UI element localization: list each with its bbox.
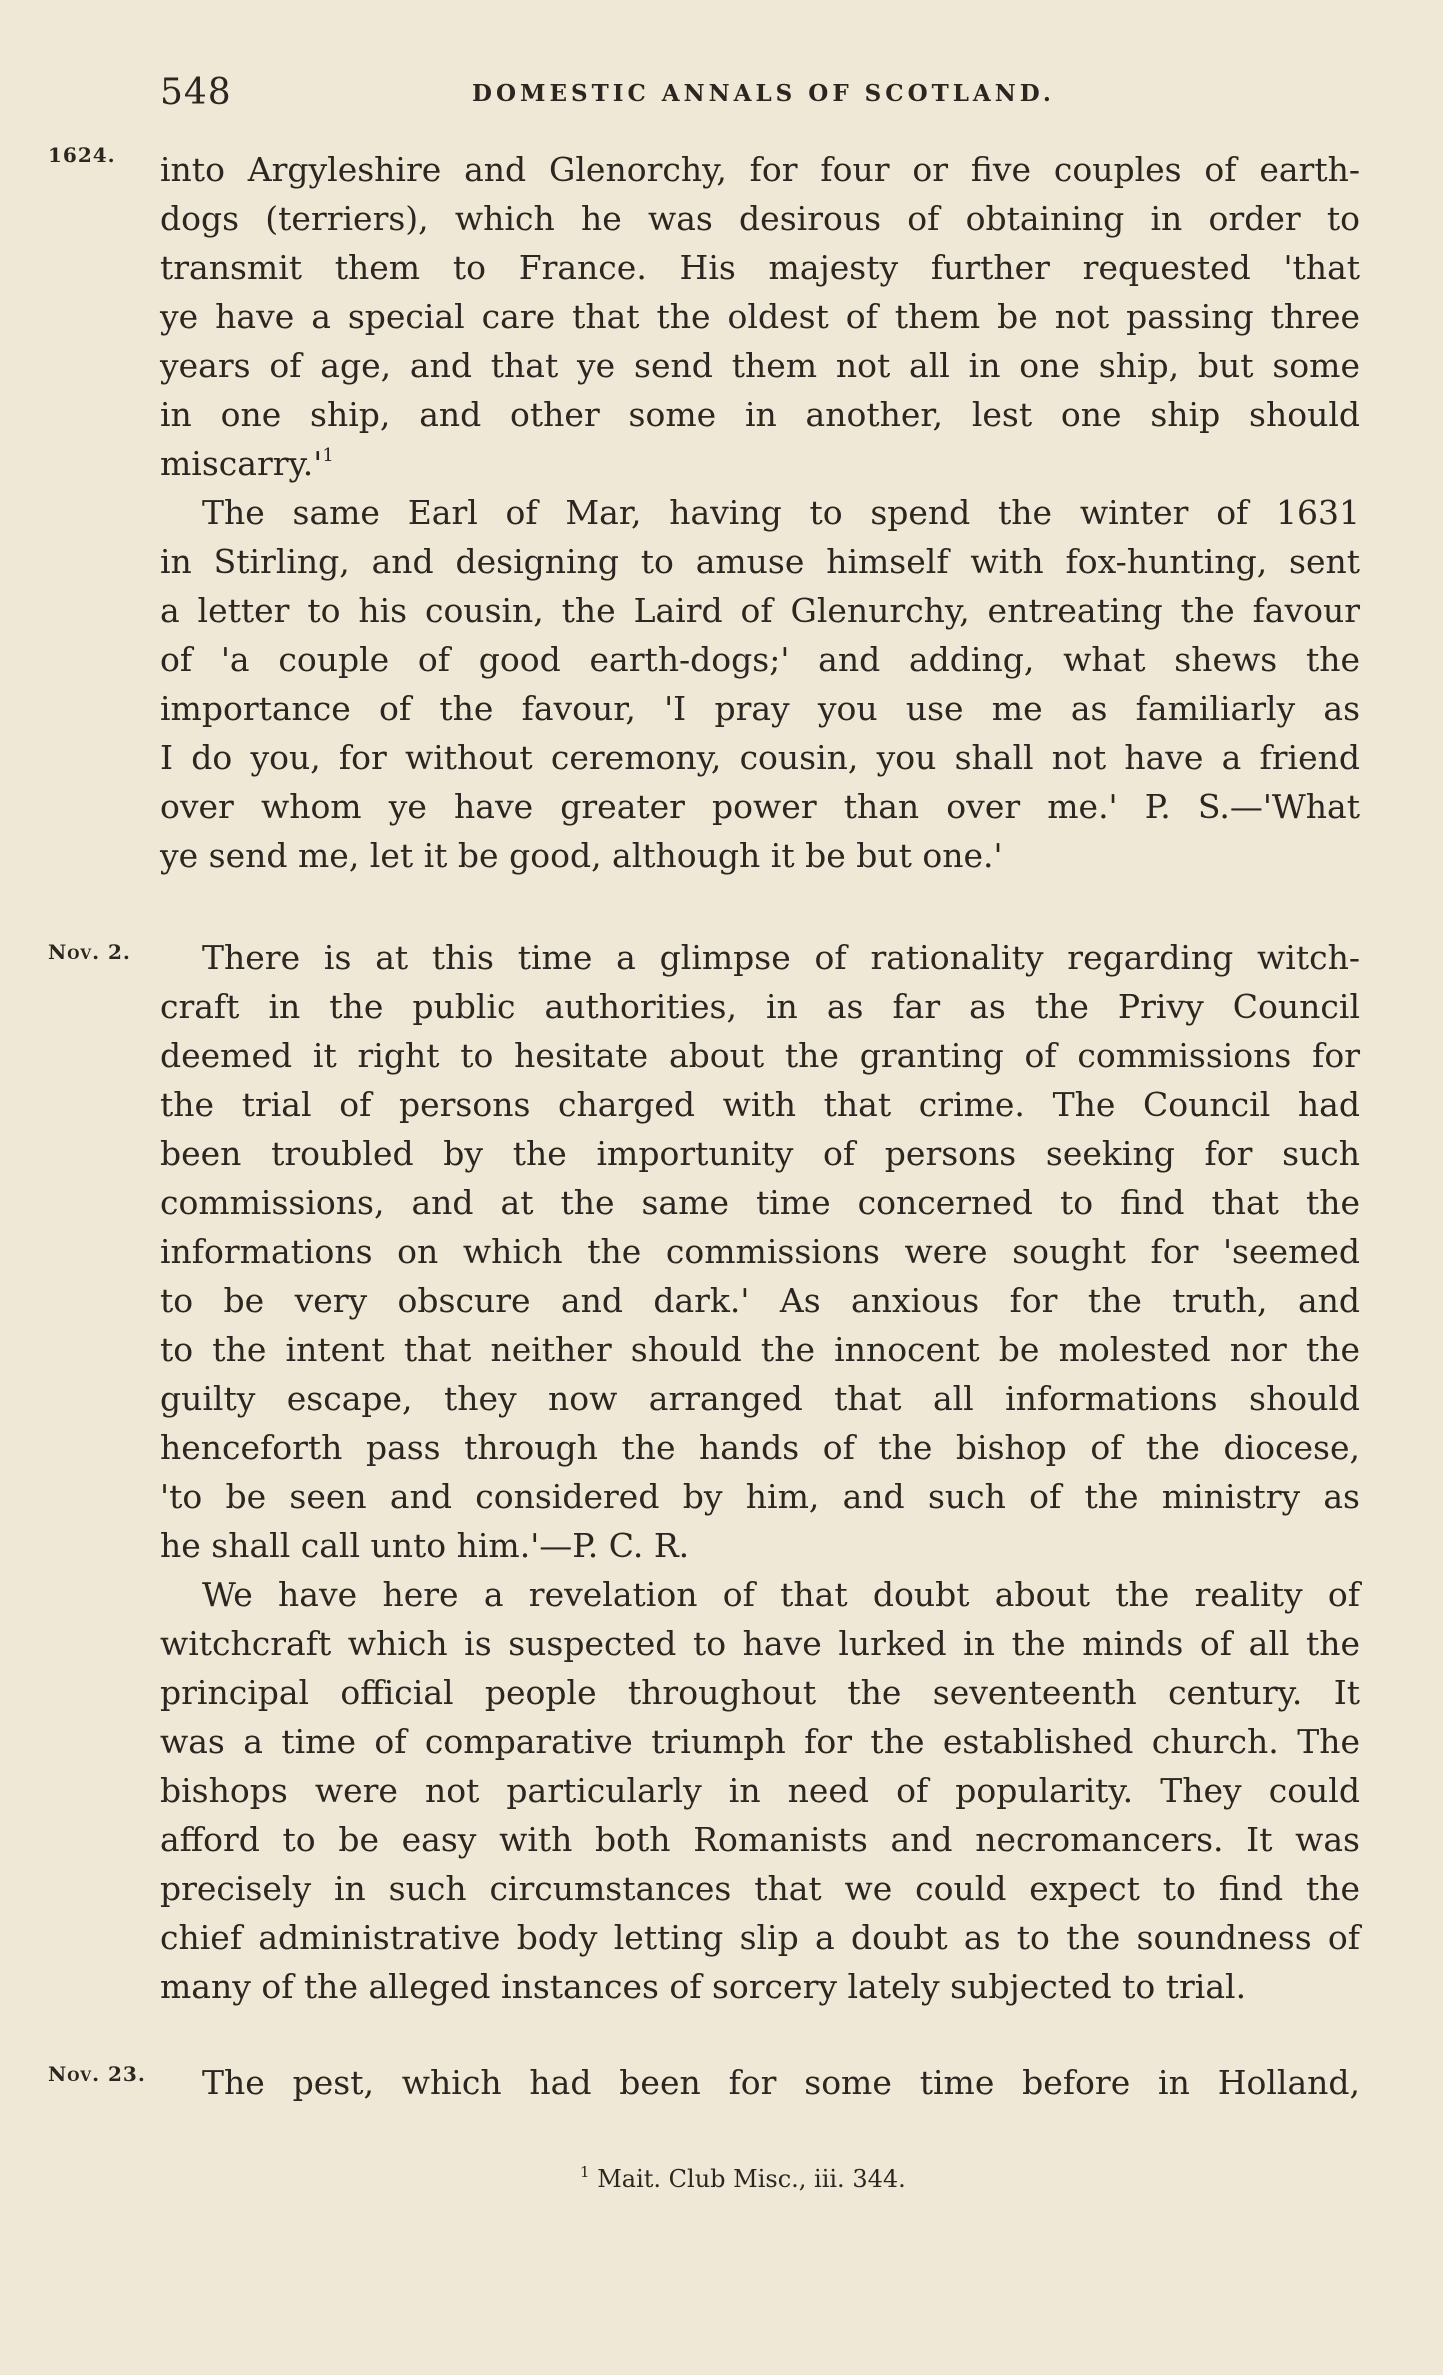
- text-line: dogs (terriers), which he was desirous of obtaining in order to: [160, 199, 1360, 238]
- text-line: in Stirling, and designing to amuse himself with fox-hunting, sent: [160, 542, 1360, 581]
- text-line: in one ship, and other some in another, lest one ship should: [160, 395, 1360, 434]
- text-line: ye have a special care that the oldest of them be not passing three: [160, 297, 1360, 336]
- text-line: [160, 439, 1360, 488]
- margin-date-nov-23: Nov. 23.: [48, 2062, 146, 2086]
- text-line: craft in the public authorities, in as far as the Privy Council: [160, 987, 1360, 1026]
- footnote-marker: 1: [580, 2163, 590, 2181]
- text-line: was a time of comparative triumph for the established church. The: [160, 1722, 1360, 1761]
- text-line: The pest, which had been for some time before in Holland,: [202, 2063, 1360, 2102]
- text-line: been troubled by the importunity of persons seeking for such: [160, 1134, 1360, 1173]
- paragraph-witchcraft-commissions: [160, 933, 1360, 1570]
- page-header: [160, 72, 1360, 118]
- text-line: commissions, and at the same time concerned to find that the: [160, 1183, 1360, 1222]
- margin-date-nov-2: Nov. 2.: [48, 940, 131, 964]
- text-line: importance of the favour, 'I pray you use me as familiarly as: [160, 689, 1360, 728]
- text-line: precisely in such circumstances that we could expect to find the: [160, 1869, 1360, 1908]
- text-line: informations on which the commissions were sought for 'seemed: [160, 1232, 1360, 1271]
- paragraph-earth-dogs-request: [160, 145, 1360, 488]
- text-line: I do you, for without ceremony, cousin, you shall not have a friend: [160, 738, 1360, 777]
- text-line: a letter to his cousin, the Laird of Glenurchy, entreating the favour: [160, 591, 1360, 630]
- text-line: he shall call unto him.'—P. C. R.: [160, 1526, 690, 1565]
- footnote: [580, 2165, 906, 2193]
- running-title: DOMESTIC ANNALS OF SCOTLAND.: [472, 80, 1055, 107]
- text-line: principal official people throughout the seventeenth century. It: [160, 1673, 1360, 1712]
- text-line: years of age, and that ye send them not all in one ship, but some: [160, 346, 1360, 385]
- text-line: henceforth pass through the hands of the bishop of the diocese,: [160, 1428, 1360, 1467]
- text-line: ye send me, let it be good, although it be but one.': [160, 836, 1003, 875]
- text-line: of 'a couple of good earth-dogs;' and adding, what shews the: [160, 640, 1360, 679]
- text-line: many of the alleged instances of sorcery lately subjected to trial.: [160, 1967, 1247, 2006]
- text-line: to the intent that neither should the innocent be molested nor the: [160, 1330, 1360, 1369]
- text-line: chief administrative body letting slip a doubt as to the soundness of: [160, 1918, 1360, 1957]
- footnote-text: Mait. Club Misc., iii. 344.: [597, 2165, 906, 2193]
- text-line: We have here a revelation of that doubt about the reality of: [202, 1575, 1360, 1614]
- text-line: over whom ye have greater power than over me.' P. S.—'What: [160, 787, 1360, 826]
- text-line: deemed it right to hesitate about the granting of commissions for: [160, 1036, 1360, 1075]
- text-line: into Argyleshire and Glenorchy, for four or five couples of earth-: [160, 150, 1360, 189]
- paragraph-earl-of-mar: [160, 488, 1360, 880]
- footnote-reference: 1: [322, 445, 334, 466]
- paragraph-witchcraft-doubt: [160, 1570, 1360, 2011]
- text-line: guilty escape, they now arranged that all informations should: [160, 1379, 1360, 1418]
- page-number: 548: [160, 72, 232, 113]
- text-line: witchcraft which is suspected to have lurked in the minds of all the: [160, 1624, 1360, 1663]
- margin-year: 1624.: [48, 143, 116, 167]
- text-line: to be very obscure and dark.' As anxious for the truth, and: [160, 1281, 1360, 1320]
- text-line: 'to be seen and considered by him, and such of the ministry as: [160, 1477, 1360, 1516]
- text-line: bishops were not particularly in need of popularity. They could: [160, 1771, 1360, 1810]
- text-line: There is at this time a glimpse of rationality regarding witch-: [202, 938, 1360, 977]
- text-line-content: miscarry.': [160, 444, 323, 483]
- text-line: afford to be easy with both Romanists and necromancers. It was: [160, 1820, 1360, 1859]
- paragraph-pest: [160, 2058, 1360, 2107]
- text-line: the trial of persons charged with that crime. The Council had: [160, 1085, 1360, 1124]
- text-line: The same Earl of Mar, having to spend the winter of 1631: [202, 493, 1360, 532]
- text-line: transmit them to France. His majesty further requested 'that: [160, 248, 1360, 287]
